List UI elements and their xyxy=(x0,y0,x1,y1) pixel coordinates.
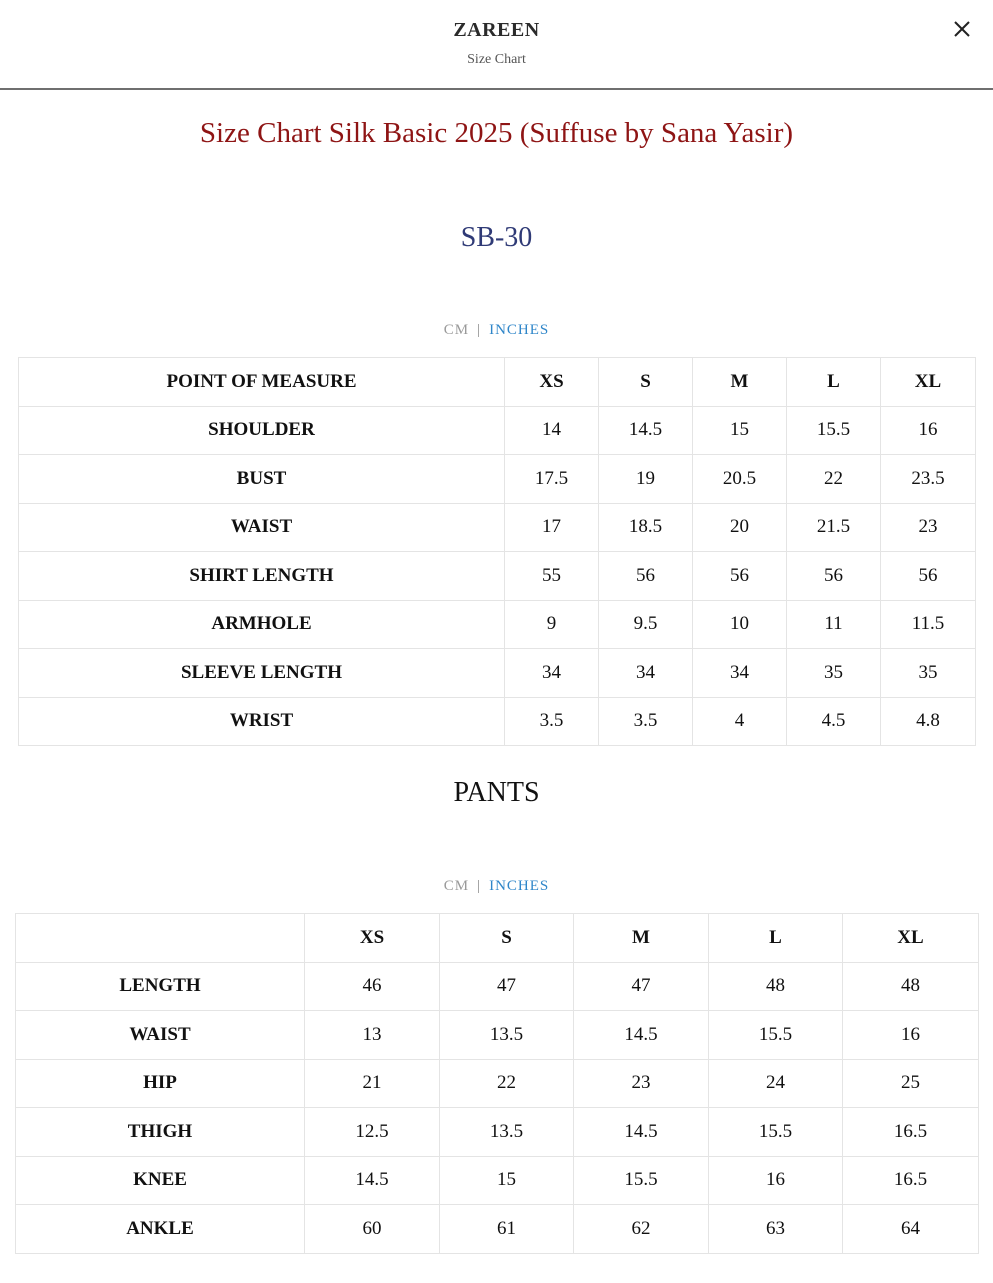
measure-label: KNEE xyxy=(16,1156,305,1205)
table-cell: 34 xyxy=(693,649,787,698)
table-row xyxy=(16,1011,979,1060)
table-header-cell: S xyxy=(599,358,693,407)
page-title: Size Chart Silk Basic 2025 (Suffuse by Sana Yasir) xyxy=(199,117,794,149)
table-cell: 9.5 xyxy=(599,600,693,649)
table-row xyxy=(16,1205,979,1254)
measure-label: WRIST xyxy=(19,697,505,746)
table-row xyxy=(19,649,976,698)
close-button[interactable] xyxy=(951,18,973,40)
table-cell: 60 xyxy=(305,1205,440,1254)
table-cell: 34 xyxy=(599,649,693,698)
table-cell: 20.5 xyxy=(693,455,787,504)
table-cell: 63 xyxy=(709,1205,843,1254)
table-cell: 3.5 xyxy=(505,697,599,746)
unit-separator: | xyxy=(477,322,482,338)
measure-label: BUST xyxy=(19,455,505,504)
table-cell: 34 xyxy=(505,649,599,698)
table-cell: 17.5 xyxy=(505,455,599,504)
table-row xyxy=(19,503,976,552)
measure-label: ANKLE xyxy=(16,1205,305,1254)
table-cell: 22 xyxy=(440,1059,574,1108)
table-cell: 16 xyxy=(709,1156,843,1205)
table-cell: 23 xyxy=(574,1059,709,1108)
table-cell: 61 xyxy=(440,1205,574,1254)
table-cell: 56 xyxy=(599,552,693,601)
pants-section-title: PANTS xyxy=(453,777,540,808)
table-cell: 22 xyxy=(787,455,881,504)
table-header-cell: XL xyxy=(843,914,979,963)
table-cell: 4.8 xyxy=(881,697,976,746)
table-cell: 15.5 xyxy=(574,1156,709,1205)
shirt-unit-toggle xyxy=(0,322,993,339)
table-cell: 48 xyxy=(709,962,843,1011)
table-row xyxy=(19,697,976,746)
table-cell: 4.5 xyxy=(787,697,881,746)
table-header-cell: M xyxy=(574,914,709,963)
shirt-section-title: SB-30 xyxy=(460,222,533,253)
measure-label: WAIST xyxy=(16,1011,305,1060)
table-header-cell: L xyxy=(709,914,843,963)
measure-label: ARMHOLE xyxy=(19,600,505,649)
table-cell: 21 xyxy=(305,1059,440,1108)
table-header-cell: M xyxy=(693,358,787,407)
table-cell: 24 xyxy=(709,1059,843,1108)
table-cell: 23.5 xyxy=(881,455,976,504)
measure-label: SLEEVE LENGTH xyxy=(19,649,505,698)
table-cell: 64 xyxy=(843,1205,979,1254)
measure-label: SHOULDER xyxy=(19,406,505,455)
table-cell: 19 xyxy=(599,455,693,504)
inches-unit-button[interactable]: INCHES xyxy=(489,878,550,894)
table-cell: 14.5 xyxy=(305,1156,440,1205)
table-cell: 13.5 xyxy=(440,1108,574,1157)
table-cell: 10 xyxy=(693,600,787,649)
table-cell: 15 xyxy=(440,1156,574,1205)
measure-label: LENGTH xyxy=(16,962,305,1011)
table-cell: 20 xyxy=(693,503,787,552)
measure-label: THIGH xyxy=(16,1108,305,1157)
table-cell: 55 xyxy=(505,552,599,601)
table-row xyxy=(16,1059,979,1108)
table-cell: 12.5 xyxy=(305,1108,440,1157)
table-cell: 16 xyxy=(881,406,976,455)
table-header-cell: POINT OF MEASURE xyxy=(19,358,505,407)
cm-unit-button[interactable]: CM xyxy=(443,322,470,338)
table-cell: 16 xyxy=(843,1011,979,1060)
table-cell: 25 xyxy=(843,1059,979,1108)
table-cell: 13.5 xyxy=(440,1011,574,1060)
table-cell: 16.5 xyxy=(843,1108,979,1157)
table-cell: 14.5 xyxy=(574,1108,709,1157)
shirt-size-table xyxy=(18,357,976,746)
table-cell: 13 xyxy=(305,1011,440,1060)
table-row xyxy=(19,552,976,601)
table-cell: 35 xyxy=(787,649,881,698)
measure-label: SHIRT LENGTH xyxy=(19,552,505,601)
table-row xyxy=(19,455,976,504)
pants-unit-toggle xyxy=(0,878,993,895)
table-row xyxy=(16,1156,979,1205)
table-cell: 14 xyxy=(505,406,599,455)
cm-unit-button[interactable]: CM xyxy=(443,878,470,894)
table-cell: 15.5 xyxy=(709,1011,843,1060)
table-cell: 35 xyxy=(881,649,976,698)
table-cell: 4 xyxy=(693,697,787,746)
table-row xyxy=(19,600,976,649)
brand-name: ZAREEN xyxy=(453,19,540,41)
table-header-cell: XS xyxy=(505,358,599,407)
table-cell: 62 xyxy=(574,1205,709,1254)
table-cell: 15.5 xyxy=(787,406,881,455)
table-cell: 46 xyxy=(305,962,440,1011)
table-cell: 9 xyxy=(505,600,599,649)
table-cell: 17 xyxy=(505,503,599,552)
table-row xyxy=(16,1108,979,1157)
modal-subtitle: Size Chart xyxy=(467,52,526,67)
table-cell: 11.5 xyxy=(881,600,976,649)
table-cell: 16.5 xyxy=(843,1156,979,1205)
table-header-cell: XL xyxy=(881,358,976,407)
table-cell: 14.5 xyxy=(574,1011,709,1060)
table-cell: 47 xyxy=(440,962,574,1011)
table-row xyxy=(19,406,976,455)
table-header-cell: XS xyxy=(305,914,440,963)
table-cell: 48 xyxy=(843,962,979,1011)
table-cell: 15.5 xyxy=(709,1108,843,1157)
table-cell: 15 xyxy=(693,406,787,455)
table-header-cell: S xyxy=(440,914,574,963)
modal-header xyxy=(0,0,993,90)
measure-label: HIP xyxy=(16,1059,305,1108)
table-cell: 21.5 xyxy=(787,503,881,552)
table-cell: 47 xyxy=(574,962,709,1011)
table-cell: 14.5 xyxy=(599,406,693,455)
table-cell: 18.5 xyxy=(599,503,693,552)
table-cell: 3.5 xyxy=(599,697,693,746)
measure-label: WAIST xyxy=(19,503,505,552)
pants-size-table xyxy=(15,913,979,1254)
inches-unit-button[interactable]: INCHES xyxy=(489,322,550,338)
table-cell: 56 xyxy=(787,552,881,601)
table-header-cell: L xyxy=(787,358,881,407)
table-header-cell xyxy=(16,914,305,963)
table-header-row xyxy=(19,358,976,407)
table-cell: 11 xyxy=(787,600,881,649)
table-row xyxy=(16,962,979,1011)
table-cell: 56 xyxy=(693,552,787,601)
close-icon xyxy=(951,18,973,40)
unit-separator: | xyxy=(477,878,482,894)
table-cell: 56 xyxy=(881,552,976,601)
table-header-row xyxy=(16,914,979,963)
table-cell: 23 xyxy=(881,503,976,552)
